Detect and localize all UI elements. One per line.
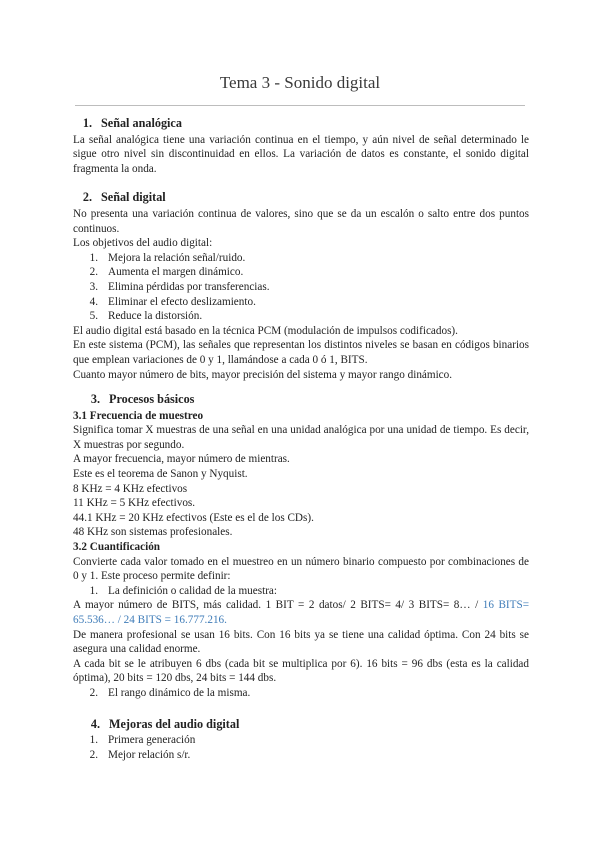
paragraph: Significa tomar X muestras de una señal en una unidad analógica por una unidad de tiempo. Es decir, X muestras por segundo. xyxy=(73,424,529,451)
list-item: 1. Primera generación xyxy=(89,734,196,747)
subsection-heading-3-1: 3.1 Frecuencia de muestreo xyxy=(73,409,204,422)
quantization-list-1 xyxy=(73,584,529,599)
paragraph: A mayor frecuencia, mayor número de mientras. xyxy=(73,453,290,466)
quantization-list-2 xyxy=(73,686,529,701)
paragraph: El audio digital está basado en la técnica PCM (modulación de impulsos codificados). xyxy=(73,324,458,337)
paragraph: La señal analógica tiene una variación continua en el tiempo, y aún nivel de señal determinado le sigue otro nivel sin discontinuidad en ellos. La variación de datos es constante, el sonido digital fragmenta la onda. xyxy=(73,133,529,175)
paragraph: En este sistema (PCM), las señales que representan los distintos niveles se basan en códigos binarios que emplean variaciones de 0 y 1, llamándose a cada 0 ó 1, BITS. xyxy=(73,339,529,366)
section-heading-1: 1. Señal analógica xyxy=(82,116,182,130)
paragraph: 48 KHz son sistemas profesionales. xyxy=(73,526,233,539)
document-body xyxy=(73,114,529,762)
list-item: 5. Reduce la distorsión. xyxy=(89,310,203,323)
paragraph: Este es el teorema de Sanon y Nyquist. xyxy=(73,468,248,481)
paragraph: Convierte cada valor tomado en el muestreo en un número binario compuesto por combinaciones de 0 y 1. Este proceso permite definir: xyxy=(73,555,529,583)
list-item: 2. Aumenta el margen dinámico. xyxy=(89,266,244,279)
list-item: 4. Eliminar el efecto deslizamiento. xyxy=(89,295,256,308)
document-title: Tema 3 - Sonido digital xyxy=(219,73,381,92)
paragraph: No presenta una variación continua de valores, sino que se da un escalón o salto entre dos puntos continuos. xyxy=(73,207,529,235)
list-item: 3. Elimina pérdidas por transferencias. xyxy=(89,280,270,293)
paragraph: De manera profesional se usan 16 bits. Con 16 bits ya se tiene una calidad óptima. Con 24 bits se asegura una calidad enorme. xyxy=(73,628,529,656)
paragraph: 11 KHz = 5 KHz efectivos. xyxy=(73,497,196,510)
list-item: 1. La definición o calidad de la muestra: xyxy=(89,584,277,597)
paragraph: Cuanto mayor número de bits, mayor precisión del sistema y mayor rango dinámico. xyxy=(73,368,453,381)
list-item: 1. Mejora la relación señal/ruido. xyxy=(89,251,246,264)
list-item: 2. El rango dinámico de la misma. xyxy=(89,686,251,699)
paragraph: A mayor número de BITS, más calidad. 1 BIT = 2 datos/ 2 BITS= 4/ 3 BITS= 8… / 16 BITS= 65.536… / 24 BITS = 16.777.216. xyxy=(73,599,530,626)
subsection-heading-3-2: 3.2 Cuantificación xyxy=(73,541,161,554)
section-heading-3: 3. Procesos básicos xyxy=(90,392,195,407)
title-divider xyxy=(75,105,525,106)
paragraph: Los objetivos del audio digital: xyxy=(73,237,213,250)
highlighted-text: 16 BITS= 65.536… / 24 BITS = 16.777.216. xyxy=(73,599,530,626)
paragraph: 44.1 KHz = 20 KHz efectivos (Este es el de los CDs). xyxy=(73,511,314,524)
section-heading-2: 2. Señal digital xyxy=(82,190,166,205)
objectives-list xyxy=(73,251,529,324)
paragraph: A cada bit se le atribuyen 6 dbs (cada bit se multiplica por 6). 16 bits = 96 dbs (esta es la calidad óptima), 20 bits = 120 dbs, 24 bits = 144 dbs. xyxy=(73,657,529,685)
improvements-list xyxy=(73,733,529,762)
list-item: 2. Mejor relación s/r. xyxy=(89,748,191,761)
paragraph: 8 KHz = 4 KHz efectivos xyxy=(73,482,188,495)
section-heading-4: 4. Mejoras del audio digital xyxy=(90,716,240,731)
